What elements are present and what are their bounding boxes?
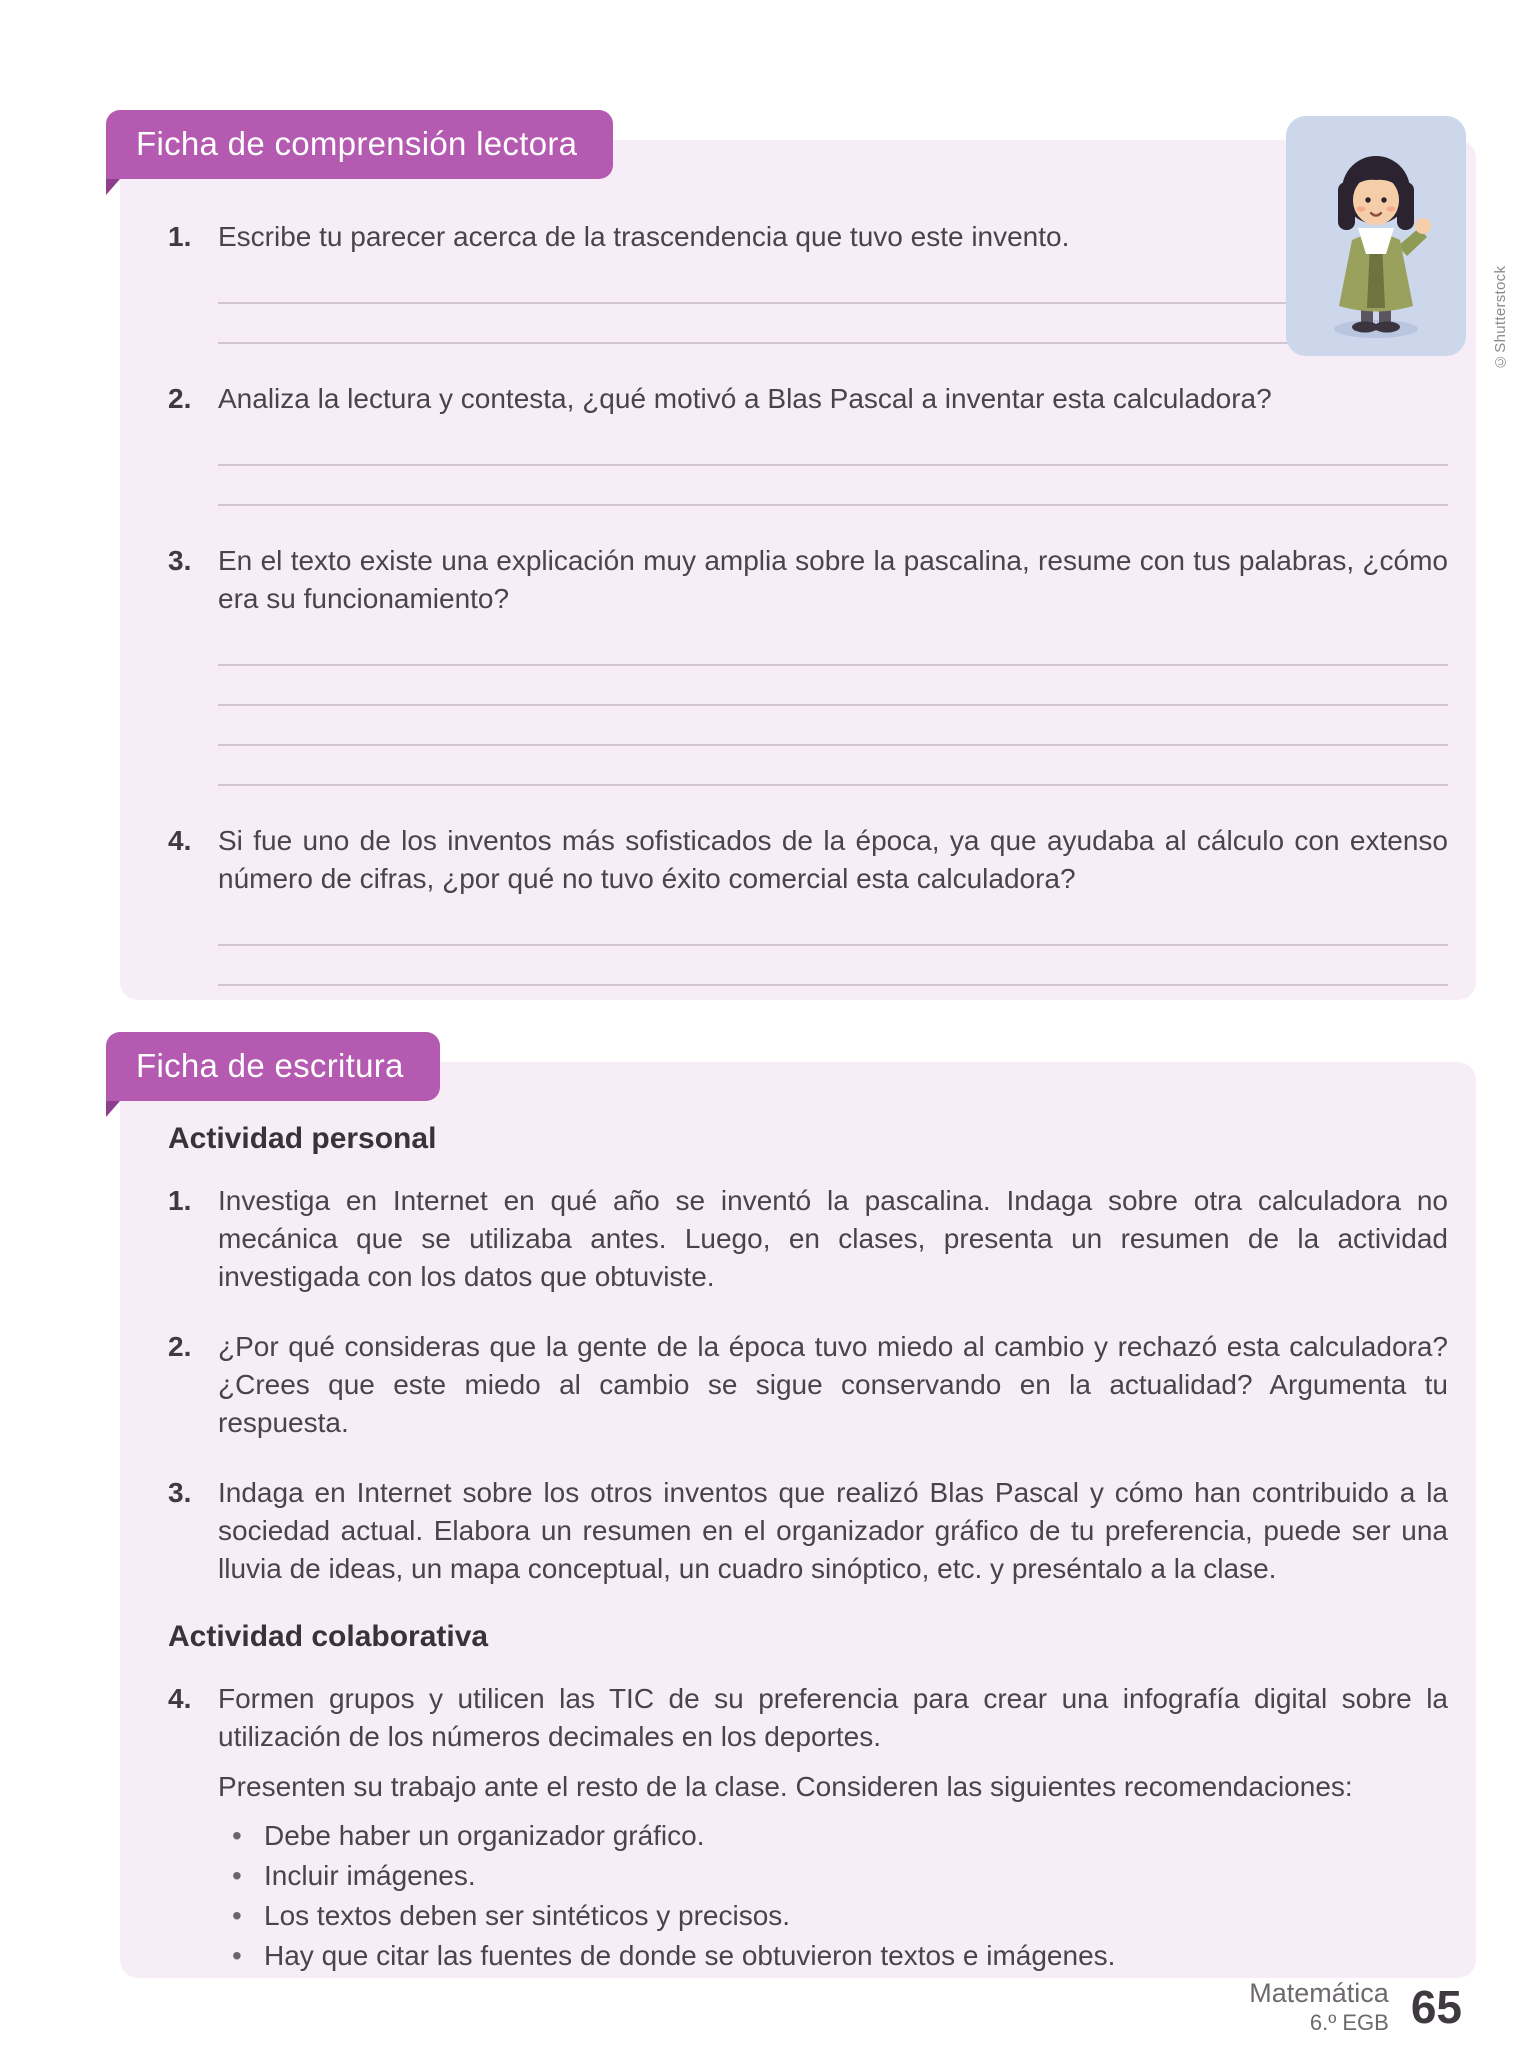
- question-text: En el texto existe una explicación muy amplia sobre la pascalina, resume con tus palabras, ¿cómo era su funcionamiento?: [218, 545, 1448, 614]
- writing-item-3: [168, 1474, 1448, 1588]
- bullet-icon: [218, 1816, 264, 1856]
- list-item-text: Incluir imágenes.: [264, 1860, 476, 1891]
- reading-question-3: [168, 542, 1448, 786]
- writing-tab-label: Ficha de escritura: [136, 1047, 404, 1084]
- answer-lines: [218, 264, 1288, 344]
- bullet-icon: [218, 1896, 264, 1936]
- question-number: 4.: [168, 825, 192, 856]
- reading-question-2: [168, 380, 1448, 506]
- question-number: 2.: [168, 383, 192, 414]
- writing-item-1: [168, 1182, 1448, 1296]
- reading-comprehension-tab-label: Ficha de comprensión lectora: [136, 125, 578, 162]
- answer-line: [218, 906, 1448, 946]
- pascal-character-illustration: [1286, 116, 1466, 356]
- bullet-icon: [218, 1856, 264, 1896]
- item-number: 4.: [168, 1683, 192, 1714]
- item-number: 2.: [168, 1331, 192, 1362]
- answer-line: [218, 466, 1448, 506]
- answer-lines: [218, 426, 1448, 506]
- question-text: Si fue uno de los inventos más sofisticados de la época, ya que ayudaba al cálculo con extenso número de cifras, ¿por qué no tuvo éxito comercial esta calculadora?: [218, 825, 1448, 894]
- writing-tab: [106, 1032, 440, 1101]
- reading-comprehension-panel: [120, 125, 1476, 1000]
- answer-line: [218, 264, 1288, 304]
- answer-line: [218, 426, 1448, 466]
- writing-item-4: [168, 1680, 1448, 1976]
- grade-label: 6.º EGB: [1309, 2010, 1389, 2036]
- list-item-text: Los textos deben ser sintéticos y precisos.: [264, 1900, 791, 1931]
- item-text: Formen grupos y utilicen las TIC de su preferencia para crear una infografía digital sobre la utilización de los números decimales en los deportes.: [218, 1683, 1448, 1752]
- list-item: [218, 1896, 1448, 1936]
- list-item-text: Debe haber un organizador gráfico.: [264, 1820, 705, 1851]
- person-illustration: [1286, 116, 1466, 356]
- list-item: [218, 1816, 1448, 1856]
- image-credit: ©Shutterstock: [1492, 265, 1509, 370]
- item-number: 3.: [168, 1477, 192, 1508]
- answer-line: [218, 706, 1448, 746]
- answer-line: [218, 666, 1448, 706]
- question-text: Escribe tu parecer acerca de la trascendencia que tuvo este invento.: [218, 221, 1070, 252]
- item-subtext: Presenten su trabajo ante el resto de la clase. Consideren las siguientes recomendaciones:: [218, 1771, 1353, 1802]
- reading-question-1: [168, 218, 1448, 344]
- answer-line: [218, 746, 1448, 786]
- bullet-icon: [218, 1936, 264, 1976]
- writing-panel: [120, 1047, 1476, 1978]
- list-item: [218, 1936, 1448, 1976]
- item-text: Indaga en Internet sobre los otros inventos que realizó Blas Pascal y cómo han contribuido a la sociedad actual. Elabora un resumen en el organizador gráfico de tu preferencia, puede ser una lluvia de ideas, un mapa conceptual, un cuadro sinóptico, etc. y preséntalo a la clase.: [218, 1477, 1448, 1584]
- reading-question-4: [168, 822, 1448, 986]
- writing-item-2: [168, 1328, 1448, 1442]
- answer-line: [218, 946, 1448, 986]
- collaborative-activity-heading: Actividad colaborativa: [168, 1620, 489, 1653]
- list-item-text: Hay que citar las fuentes de donde se obtuvieron textos e imágenes.: [264, 1940, 1116, 1971]
- recommendation-list: [218, 1816, 1448, 1976]
- list-item: [218, 1856, 1448, 1896]
- subject-label: Matemática: [1249, 1978, 1389, 2009]
- reading-comprehension-tab: [106, 110, 613, 179]
- question-number: 3.: [168, 545, 192, 576]
- page-footer: [1249, 1978, 1462, 2036]
- answer-line: [218, 626, 1448, 666]
- question-text: Analiza la lectura y contesta, ¿qué motivó a Blas Pascal a inventar esta calculadora?: [218, 383, 1272, 414]
- answer-line: [218, 304, 1288, 344]
- answer-lines: [218, 626, 1448, 786]
- personal-activity-heading: Actividad personal: [168, 1122, 437, 1155]
- page-number: 65: [1410, 1981, 1462, 2034]
- item-number: 1.: [168, 1185, 192, 1216]
- item-text: ¿Por qué consideras que la gente de la época tuvo miedo al cambio y rechazó esta calculadora? ¿Crees que este miedo al cambio se sigue conservando en la actualidad? Argumenta tu respuesta.: [218, 1331, 1448, 1438]
- answer-lines: [218, 906, 1448, 986]
- book-info: [1249, 1978, 1389, 2036]
- question-number: 1.: [168, 221, 192, 252]
- item-text: Investiga en Internet en qué año se inventó la pascalina. Indaga sobre otra calculadora no mecánica que se utilizaba antes. Luego, en clases, presenta un resumen de la actividad investigada con los datos que obtuviste.: [218, 1185, 1448, 1292]
